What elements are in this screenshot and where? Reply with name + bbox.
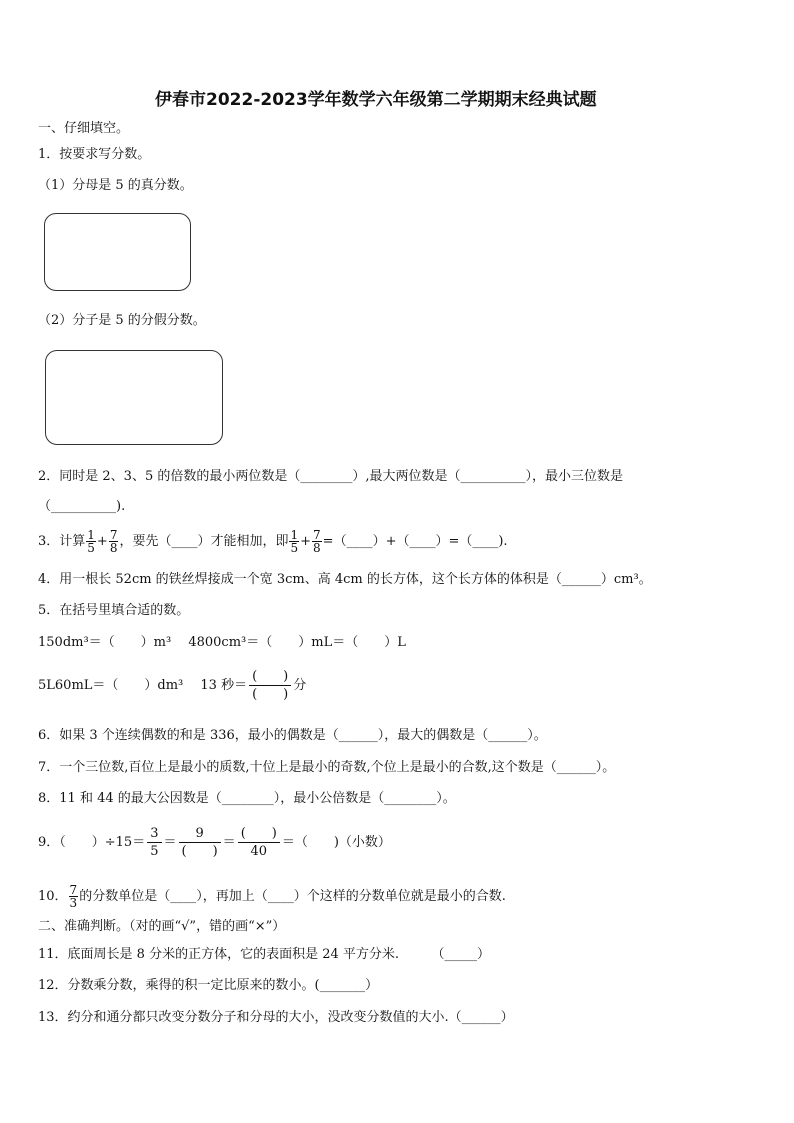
- question-6: 6．如果 3 个连续偶数的和是 336，最小的偶数是（______），最大的偶数是（______）。: [38, 728, 547, 743]
- numerator: ( ): [238, 825, 280, 843]
- plus-sign: +: [96, 534, 108, 549]
- question-3-lead: 3．计算: [38, 534, 86, 549]
- fraction-7-8-second: [312, 529, 322, 554]
- question-3: [38, 527, 508, 557]
- numerator: 1: [87, 528, 95, 542]
- numerator: 1: [290, 528, 299, 542]
- question-5-row-2: [38, 668, 306, 704]
- question-10-tail: 的分数单位是（____），再加上（____）个这样的分数单位就是最小的合数.: [79, 889, 506, 904]
- denominator: 5: [290, 541, 299, 555]
- denominator: 8: [109, 541, 118, 555]
- denominator: 8: [313, 541, 321, 555]
- numerator: 9: [179, 825, 221, 843]
- question-1-stem: 1．按要求写分数。: [38, 147, 151, 162]
- question-4: 4．用一根长 52cm 的铁丝焊接成一个宽 3cm、高 4cm 的长方体，这个长方体的体积是（______）cm³。: [38, 572, 652, 587]
- fraction-blank-40: [238, 825, 280, 860]
- question-9-lead: 9．（ ）÷15＝: [38, 835, 146, 850]
- question-1-part-1: （1）分母是 5 的真分数。: [38, 178, 193, 193]
- question-2-line-1: 2．同时是 2、3、5 的倍数的最小两位数是（________）,最大两位数是（__________），最小三位数是: [38, 469, 623, 484]
- answer-box-2: [45, 350, 223, 445]
- question-5-stem: 5．在括号里填合适的数。: [38, 603, 190, 618]
- fraction-9-blank: [179, 825, 221, 860]
- denominator: 5: [150, 844, 159, 859]
- question-3-middle: ，要先（____）才能相加，即: [119, 534, 289, 549]
- fraction-7-3: [69, 884, 79, 909]
- answer-box-1: [44, 213, 191, 291]
- question-3-tail: =（____）+（____）=（____).: [322, 534, 508, 549]
- question-9: [38, 822, 391, 864]
- equals-sign: ＝: [163, 835, 177, 850]
- question-5-row-2-text: 5L60mL＝（ ）dm³ 13 秒＝: [38, 678, 248, 693]
- numerator: 7: [109, 528, 118, 542]
- fraction-seconds-to-minutes: [249, 668, 291, 703]
- fraction-7-8: [109, 529, 119, 554]
- question-5-row-1: 150dm³＝（ ）m³ 4800cm³＝（ ）mL＝（ ）L: [38, 635, 406, 650]
- question-8: 8．11 和 44 的最大公因数是（________），最小公倍数是（________）。: [38, 791, 456, 806]
- denominator: 5: [87, 541, 95, 555]
- question-13: 13．约分和通分都只改变分数分子和分母的大小，没改变分数值的大小.（______）: [38, 1010, 514, 1025]
- denominator: 40: [250, 844, 268, 859]
- question-11: 11．底面周长是 8 分米的正方体，它的表面积是 24 平方分米. （_____）: [38, 947, 491, 962]
- section-heading-fill-in: 一、仔细填空。: [38, 121, 130, 136]
- denominator: ( ): [252, 687, 289, 702]
- numerator: 7: [313, 528, 321, 542]
- denominator: 3: [69, 896, 78, 910]
- question-2-line-2: （__________).: [38, 499, 126, 514]
- fraction-1-5: [86, 529, 96, 554]
- numerator: 3: [147, 825, 161, 843]
- question-9-tail: ＝（ )（小数）: [281, 835, 391, 850]
- page-title: 伊春市2022-2023学年数学六年级第二学期期末经典试题: [155, 90, 597, 110]
- plus-sign: +: [300, 534, 312, 549]
- numerator: ( ): [249, 668, 291, 686]
- question-10-lead: 10．: [38, 889, 68, 904]
- denominator: ( ): [181, 844, 218, 859]
- section-heading-true-false: 二、准确判断。（对的画“√”，错的画“×”）: [38, 919, 286, 934]
- question-1-part-2: （2）分子是 5 的分假分数。: [38, 313, 206, 328]
- question-12: 12．分数乘分数，乘得的积一定比原来的数小。(_______）: [38, 978, 379, 993]
- fraction-1-5-second: [289, 529, 299, 554]
- fraction-3-5: [147, 825, 161, 860]
- question-10: [38, 880, 506, 914]
- numerator: 7: [69, 883, 78, 897]
- question-7: 7．一个三位数,百位上是最小的质数,十位上是最小的奇数,个位上是最小的合数,这个数是（______）。: [38, 760, 616, 775]
- unit-minute: 分: [293, 678, 307, 693]
- equals-sign: ＝: [222, 835, 236, 850]
